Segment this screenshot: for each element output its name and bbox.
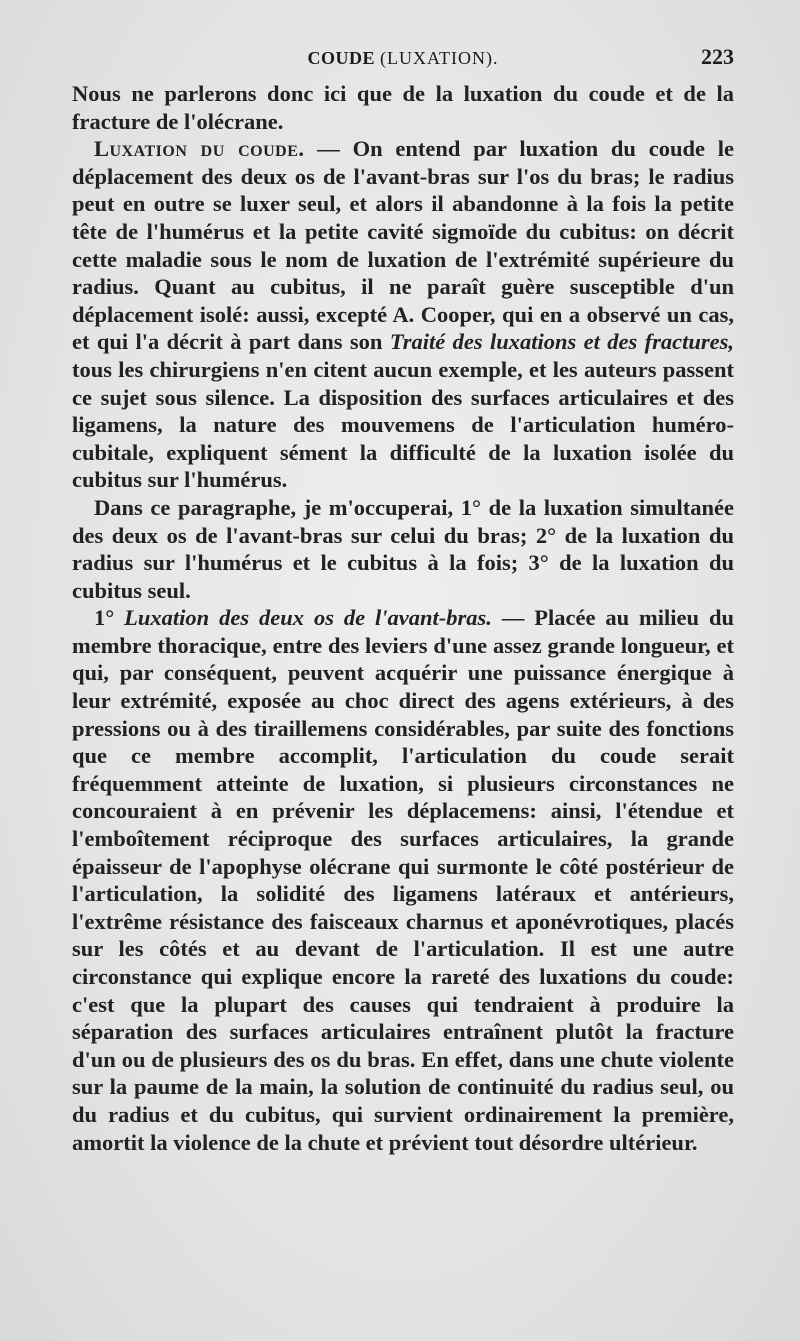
page-header (72, 44, 734, 76)
body-text (72, 80, 734, 1156)
paragraph-4-number: 1° (94, 605, 125, 631)
paragraph-2-text-a: — On entend par luxation du coude le déplacement des deux os de l'avant-bras sur l'os du bras; le radius peut en outre se luxer seul, et alors il abandonne à la fois la petite tête de l'humérus et la petite cavité sigmoïde du cubitus: on décrit cette maladie sous le nom de luxation de l'extrémité supérieure du radius. Quant au cubitus, il ne paraît guère susceptible d'un déplacement isolé: aussi, excepté A. Cooper, qui en a observé un cas, et qui l'a décrit à part dans son (72, 136, 735, 355)
paragraph-2 (72, 135, 734, 494)
running-head (72, 48, 734, 69)
running-head-subtitle: (LUXATION). (380, 48, 499, 68)
running-head-title: COUDE (307, 48, 376, 68)
book-title-italic: Traité des luxations et des fractures, (389, 329, 734, 355)
paragraph-1 (72, 80, 734, 135)
paragraph-4-text: — Placée au milieu du membre thoracique, entre des leviers d'une assez grande longueur, et qui, par conséquent, peuvent acquérir une puissance énergique à leur extrémité, exposée au choc direct des agens extérieurs, à des pressions ou à des tiraillemens considérables, par suite des fonctions que ce membre accomplit, l'articulation du coude serait fréquemment atteinte de luxation, si plusieurs circonstances ne concouraient à en prévenir les déplacemens: ainsi, l'étendue et l'emboîtement réciproque des surfaces articulaires, la grande épaisseur de l'apophyse olécrane qui surmonte le côté postérieur de l'articulation, la solidité des ligamens latéraux et antérieurs, l'extrême résistance des faisceaux charnus et aponévrotiques, placés sur les côtés et au devant de l'articulation. Il est une autre circonstance qui explique encore la rareté des luxations du coude: c'est que la plupart des causes qui tendraient à produire la séparation des surfaces articulaires entraînent plutôt la fracture d'un ou de plusieurs des os du bras. En effet, dans une chute violente sur la paume de la main, la solution de continuité du radius seul, ou du radius et du cubitus, qui survient ordinairement la première, amortit la violence de la chute et prévient tout désordre ultérieur. (72, 605, 734, 1155)
paragraph-3-text: Dans ce paragraphe, je m'occuperai, 1° de la luxation simultanée des deux os de l'avant-bras sur celui du bras; 2° de la luxation du radius sur l'humérus et le cubitus à la fois; 3° de la luxation du cubitus seul. (72, 494, 734, 603)
section-heading-luxation-du-coude: Luxation du coude. (94, 136, 305, 162)
paragraph-2-text-b: tous les chirurgiens n'en citent aucun exemple, et les auteurs passent ce sujet sous silence. La disposition des surfaces articulaires et des ligamens, la nature des mouvemens de l'articulation huméro-cubitale, expliquent sément la difficulté de la luxation isolée du cubitus sur l'humérus. (72, 356, 734, 493)
page-number: 223 (701, 44, 734, 69)
subsection-heading-italic: Luxation des deux os de l'avant-bras. (124, 605, 492, 631)
paragraph-3 (72, 494, 734, 604)
paragraph-4 (72, 604, 734, 1156)
paragraph-1-text: Nous ne parlerons donc ici que de la luxation du coude et de la fracture de l'olécrane. (72, 81, 734, 134)
